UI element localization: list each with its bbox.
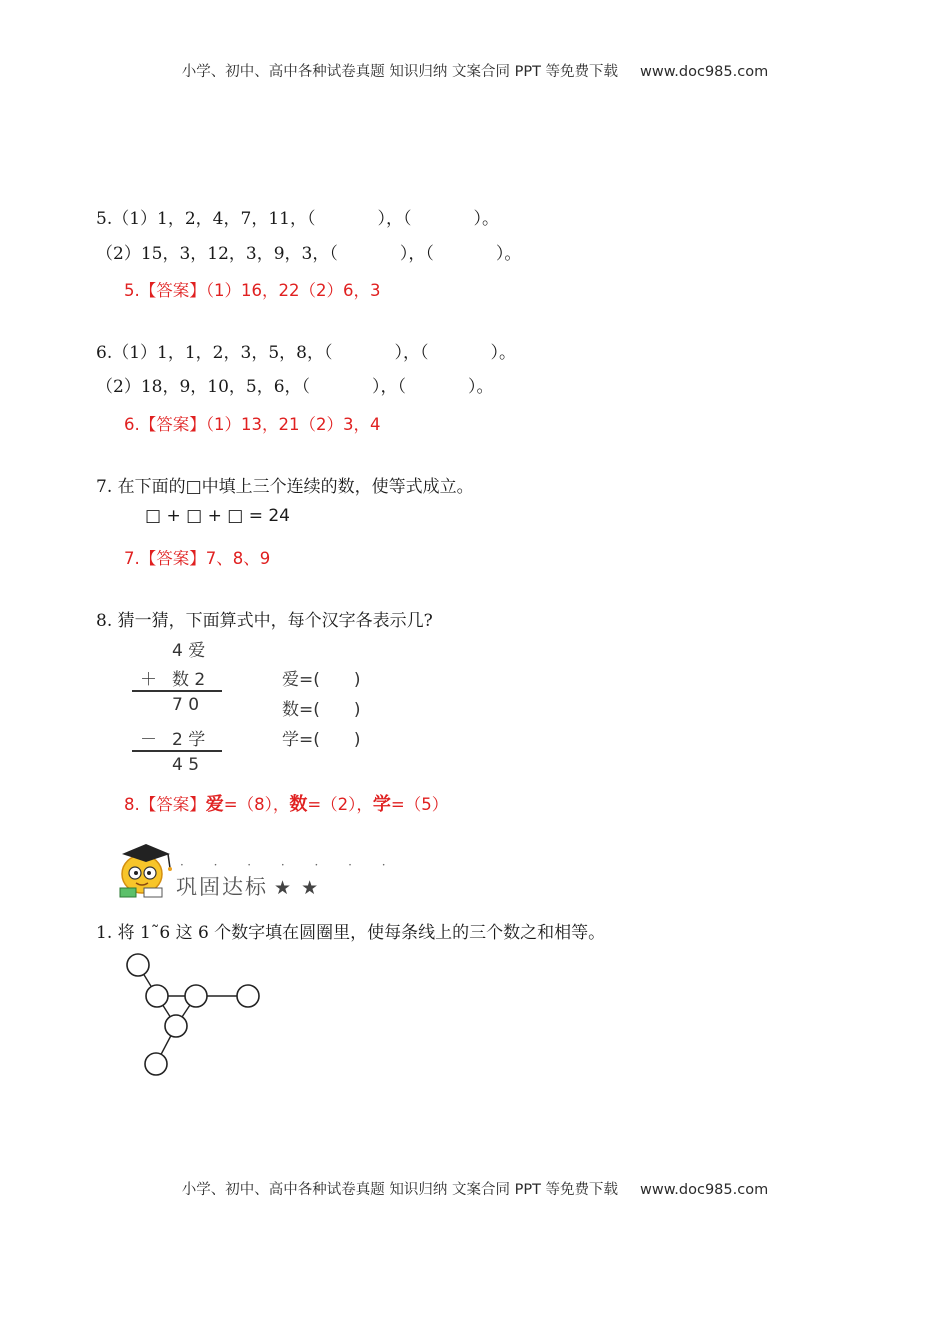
q6-line1-end: ）。 <box>490 343 516 363</box>
q7-stem: 7. 在下面的□中填上三个连续的数，使等式成立。 <box>96 477 474 497</box>
q6-line2-text: （2）18，9，10，5，6，（ <box>96 377 311 397</box>
circle-node[interactable] <box>127 954 149 976</box>
p1-stem: 1. 将 1˜6 这 6 个数字填在圆圈里，使每条线上的三个数之和相等。 <box>96 923 606 943</box>
q6-line1 <box>96 338 516 363</box>
q6-line2-mid: ），（ <box>372 377 407 397</box>
vert-row1: 4 爱 <box>172 641 206 661</box>
q6-answer: 6.【答案】（1）13，21（2）3，4 <box>124 415 381 434</box>
q5-line1 <box>96 204 499 229</box>
q7-answer: 7.【答案】7、8、9 <box>124 549 271 568</box>
header-text: 小学、初中、高中各种试卷真题 知识归纳 文案合同 PPT 等免费下载 <box>181 64 619 80</box>
q5-line1-text: （1）1，2，4，7，11，（ <box>112 209 316 229</box>
q5-line2 <box>96 239 521 264</box>
section-title-text: 巩固达标 <box>176 875 268 899</box>
vert-row3: 7 0 <box>172 695 200 715</box>
q8-ans-ai-val: =（8）， <box>223 795 290 814</box>
circle-node[interactable] <box>237 985 259 1007</box>
circle-node[interactable] <box>185 985 207 1007</box>
q5-line2-mid: ），（ <box>399 244 434 264</box>
section-dots: · · · · · · · <box>180 858 399 872</box>
q5-line2-text: （2）15，3，12，3，9，3，（ <box>96 244 338 264</box>
vert-row2-op: ＋ <box>140 670 157 690</box>
q6-line1-text: （1）1，1，2，3，5，8，（ <box>112 343 333 363</box>
q6-line2-end: ）。 <box>468 377 494 397</box>
q6-line2 <box>96 372 494 397</box>
q8-stem: 8. 猜一猜，下面算式中，每个汉字各表示几? <box>96 611 433 631</box>
q8-ans-shu-val: =（2）， <box>307 795 373 814</box>
fill-shu: 数=( ) <box>282 700 361 720</box>
page-header <box>0 60 950 81</box>
q8-answer-prefix: 8.【答案】 <box>124 795 206 814</box>
vert-rule-1 <box>132 690 222 692</box>
q5-line1-end: ）。 <box>473 209 499 229</box>
q6-number: 6. <box>96 343 113 363</box>
section-title <box>176 871 320 901</box>
circle-line-diagram <box>120 945 280 1085</box>
circle-node[interactable] <box>165 1015 187 1037</box>
q8-answer <box>124 790 448 816</box>
q6-line1-mid: ），（ <box>394 343 429 363</box>
page-footer <box>0 1178 950 1199</box>
q8-ans-ai: 爱 <box>205 794 224 815</box>
vert-rule-2 <box>132 750 222 752</box>
q8-ans-shu: 数 <box>289 794 308 815</box>
circle-node[interactable] <box>146 985 168 1007</box>
fill-xue: 学=( ) <box>282 730 361 750</box>
vert-row4-op: － <box>140 730 157 750</box>
q5-answer: 5.【答案】（1）16，22（2）6，3 <box>124 281 381 300</box>
q8-ans-xue-val: =（5） <box>390 795 449 814</box>
q5-line1-mid: ），（ <box>377 209 412 229</box>
mascot-graduation-icon <box>112 840 182 900</box>
vert-row2: 数 2 <box>172 670 206 690</box>
q7-equation: □ + □ + □ = 24 <box>145 506 290 526</box>
q5-line2-end: ）。 <box>495 244 522 264</box>
footer-text: 小学、初中、高中各种试卷真题 知识归纳 文案合同 PPT 等免费下载 <box>181 1182 619 1198</box>
vert-row5: 4 5 <box>172 755 200 775</box>
footer-site[interactable]: www.doc985.com <box>640 1182 769 1198</box>
header-site[interactable]: www.doc985.com <box>640 64 769 80</box>
section-stars: ★ ★ <box>274 877 321 899</box>
vert-row4: 2 学 <box>172 730 206 750</box>
q5-number: 5. <box>96 209 113 229</box>
circle-node[interactable] <box>145 1053 167 1075</box>
q8-ans-xue: 学 <box>372 794 391 815</box>
fill-ai: 爱=( ) <box>282 670 361 690</box>
